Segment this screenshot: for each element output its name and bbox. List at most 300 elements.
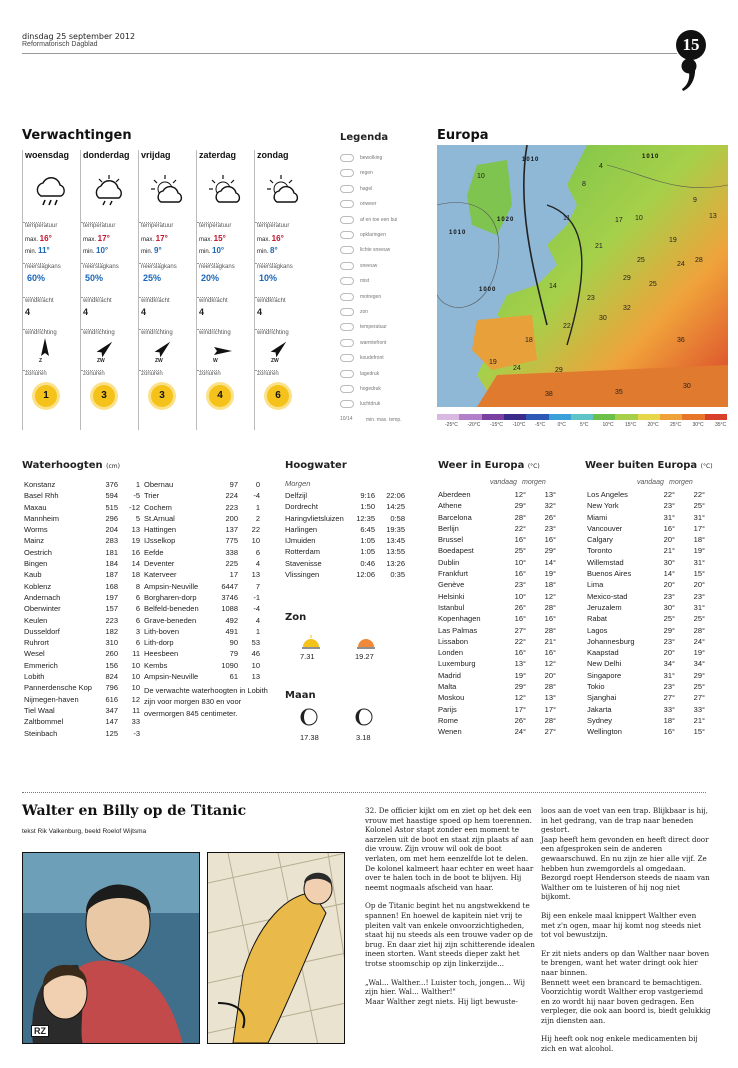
legend-item <box>340 152 382 164</box>
rain-chance-value: 50% <box>85 273 104 283</box>
max-temperature: max. 15° <box>199 234 226 243</box>
map-temperature: 19 <box>669 237 677 244</box>
legend-label: lichte sneeuw <box>360 247 391 254</box>
moonset-time: 3.18 <box>356 733 371 742</box>
row-value-2: 13:55 <box>386 547 405 557</box>
row-value-2: 11 <box>132 705 140 715</box>
row-value-1: 1:50 <box>360 502 375 512</box>
table-row <box>144 603 260 614</box>
comic-paragraph: 32. De officier kijkt om en ziet op het dek een vrouw met haastige spoed op hem toerennen. <box>365 806 532 825</box>
row-value-1: 61 <box>229 672 238 682</box>
temperature-label: temperatuur <box>257 223 290 229</box>
row-value-1: 17 <box>229 570 238 580</box>
row-name: Keulen <box>24 615 48 625</box>
map-temperature: 36 <box>677 337 685 344</box>
row-value-1: 20° <box>663 580 675 590</box>
min-temperature: min. 9° <box>141 246 162 255</box>
row-name: Wenen <box>438 727 462 737</box>
moonrise-time: 17.38 <box>300 733 319 742</box>
legend-symbol-icon <box>340 293 354 301</box>
row-value-2: 28° <box>544 625 556 635</box>
row-value-1: 1090 <box>221 660 238 670</box>
legend-item <box>340 306 368 318</box>
row-value-1: 29° <box>663 625 675 635</box>
weer-buiten-table <box>587 489 705 738</box>
row-name: Ampsin-Neuville <box>144 672 199 682</box>
legend-item <box>340 337 386 349</box>
scale-swatch <box>638 414 660 420</box>
row-name: Jeruzalem <box>587 602 622 612</box>
wind-force-label: windkracht <box>83 298 112 304</box>
row-value-1: 31° <box>663 670 675 680</box>
issue-date: dinsdag 25 september 2012 <box>22 32 136 41</box>
row-name: Emmerich <box>24 660 58 670</box>
map-temperature: 23 <box>587 295 595 302</box>
legend-label: opklaringen <box>360 232 386 238</box>
map-temperature: 14 <box>549 283 557 290</box>
legend-item <box>340 275 369 287</box>
table-row <box>144 558 260 569</box>
row-value-2: 19° <box>544 569 556 579</box>
row-value-1: 10° <box>514 591 526 601</box>
row-value-1: 25° <box>514 546 526 556</box>
wind-direction-arrow-icon <box>81 336 136 366</box>
scale-label: -15°C <box>490 422 503 428</box>
table-row <box>144 592 260 603</box>
row-value-1: 515 <box>105 502 118 512</box>
table-row <box>285 546 405 557</box>
scale-label: -25°C <box>445 422 458 428</box>
comic-text-column-2 <box>541 806 711 1063</box>
row-value-1: 338 <box>225 547 238 557</box>
rain-chance-label: neerslagkans <box>141 264 177 270</box>
table-row <box>438 647 556 658</box>
table-row <box>438 670 556 681</box>
comic-paragraph: Maar Walther zegt niets. Hij ligt bewuste- <box>365 996 518 1006</box>
table-row <box>144 626 260 637</box>
row-value-2: 13:45 <box>386 536 405 546</box>
row-name: Calgary <box>587 535 613 545</box>
row-value-1: 23° <box>514 580 526 590</box>
isobar-label: 1010 <box>522 157 540 163</box>
row-value-2: 12° <box>544 659 556 669</box>
waterhoogten-unit: (cm) <box>106 463 120 470</box>
row-value-1: 27° <box>514 625 526 635</box>
legend-item <box>340 183 372 195</box>
row-value-1: 796 <box>105 683 118 693</box>
row-name: Toronto <box>587 546 613 556</box>
legend-item <box>340 229 386 241</box>
table-row <box>587 489 705 500</box>
row-name: Kembs <box>144 660 168 670</box>
map-temperature: 10 <box>477 173 485 180</box>
row-value-1: 1:05 <box>360 547 375 557</box>
row-name: St.Arnual <box>144 513 175 523</box>
row-name: Buenos Aires <box>587 569 632 579</box>
row-value-2: 32° <box>544 501 556 511</box>
scale-swatch <box>459 414 481 420</box>
scale-label: 30°C <box>692 422 704 428</box>
row-value-1: 147 <box>105 717 118 727</box>
scale-label: 35°C <box>715 422 727 428</box>
legend-item <box>340 368 379 380</box>
row-value-1: 1088 <box>221 604 238 614</box>
comic-paragraph: Er zit niets anders op dan Walther naar boven te brengen, want het water dringt ook hier naar binnen. <box>541 948 710 977</box>
row-value-1: 347 <box>105 705 118 715</box>
max-temperature: max. 17° <box>141 234 168 243</box>
maan-title: Maan <box>285 690 316 701</box>
row-value-2: 19° <box>693 648 705 658</box>
legend-item <box>340 291 381 303</box>
scale-swatch <box>682 414 704 420</box>
table-row <box>587 602 705 613</box>
legend-symbol-icon <box>340 354 354 362</box>
row-name: Mainz <box>24 536 45 546</box>
wind-force-label: windkracht <box>25 298 54 304</box>
row-value-1: 97 <box>229 480 238 489</box>
row-name: Moskou <box>438 693 465 703</box>
row-value-1: 224 <box>225 491 238 501</box>
legend-label: hogedruk <box>360 386 381 392</box>
table-row <box>24 682 140 693</box>
row-value-1: 182 <box>105 626 118 636</box>
weer-europa-col1: vandaag <box>490 479 517 486</box>
wind-force-value: 4 <box>83 307 89 317</box>
scale-swatch <box>660 414 682 420</box>
row-value-2: 7 <box>255 581 260 591</box>
row-value-1: 16° <box>514 535 526 545</box>
table-row <box>24 479 140 490</box>
table-row <box>438 557 556 568</box>
comic-panel-1-art <box>23 853 200 1044</box>
row-value-2: 4 <box>255 559 260 569</box>
isobar-label: 1010 <box>449 230 467 236</box>
row-value-1: 16° <box>514 614 526 624</box>
row-value-2: 31° <box>693 602 705 612</box>
row-value-2: 25° <box>693 614 705 624</box>
table-row <box>285 558 405 569</box>
table-row <box>144 513 260 524</box>
row-value-2: 13:26 <box>386 558 405 568</box>
wind-force-value: 4 <box>25 307 31 317</box>
legend-symbol-icon <box>340 400 354 408</box>
legend-label: af en toe een bui <box>360 216 398 223</box>
comic-paragraph: Hij heeft ook nog enkele medicamenten bij zich en wat alcohol. <box>541 1034 698 1054</box>
row-name: Grave-beneden <box>144 615 197 625</box>
row-value-1: 26° <box>514 602 526 612</box>
row-name: Johannesburg <box>587 636 635 646</box>
row-value-2: 23° <box>544 523 556 533</box>
row-name: New Delhi <box>587 659 622 669</box>
row-value-1: 157 <box>105 604 118 614</box>
row-name: Koblenz <box>24 581 52 591</box>
row-value-1: 12:35 <box>356 513 375 523</box>
row-value-1: 10° <box>514 557 526 567</box>
row-name: Nijmegen-haven <box>24 694 79 704</box>
temperature-label: temperatuur <box>141 223 174 229</box>
rain-chance-value: 20% <box>201 273 220 283</box>
row-value-2: 34° <box>693 659 705 669</box>
row-name: Cochem <box>144 502 172 512</box>
table-row <box>144 535 260 546</box>
wind-direction-value: W <box>213 358 218 364</box>
table-row <box>24 626 140 637</box>
row-value-1: 16° <box>514 648 526 658</box>
row-value-1: 22° <box>514 636 526 646</box>
table-row <box>24 705 140 716</box>
wind-direction-arrow-icon <box>197 336 252 366</box>
sun-hours-badge: 4 <box>209 385 231 407</box>
row-name: Oestrich <box>24 547 52 557</box>
row-value-2: 26° <box>544 512 556 522</box>
max-temperature: max. 16° <box>257 234 284 243</box>
row-name: Athene <box>438 501 462 511</box>
row-value-2: 33 <box>131 717 140 727</box>
row-value-2: 16° <box>544 614 556 624</box>
row-value-1: 13° <box>514 659 526 669</box>
table-row <box>438 681 556 692</box>
row-name: Rotterdam <box>285 547 321 557</box>
map-temperature: 10 <box>635 215 643 222</box>
row-value-1: 19° <box>514 670 526 680</box>
row-name: New York <box>587 501 619 511</box>
row-value-2: 2 <box>255 513 260 523</box>
row-name: Deventer <box>144 559 175 569</box>
table-row <box>587 591 705 602</box>
map-temperature: 25 <box>649 281 657 288</box>
table-row <box>144 479 260 490</box>
weer-buiten-title-text: Weer buiten Europa <box>585 460 698 471</box>
row-value-1: 181 <box>105 547 118 557</box>
row-value-1: 24° <box>514 727 526 737</box>
row-value-2: 19 <box>131 536 140 546</box>
row-name: Sydney <box>587 715 613 725</box>
row-value-2: 15° <box>693 569 705 579</box>
comic-paragraph: Bennett weet een brancard te bemachtigen. Voorzichtig wordt Walther erop vastgeriemd en zo wordt hij naar boven gedragen. Een verpleger, die ook aan boord is, biedt gelukkig zijn diensten aan. <box>541 977 711 1025</box>
row-value-1: 23° <box>663 591 675 601</box>
comic-text-column-1 <box>365 806 535 1015</box>
moonset-icon <box>353 706 375 728</box>
row-value-1: 6447 <box>221 581 238 591</box>
table-row <box>587 500 705 511</box>
row-name: Pannerdensche Kop <box>24 683 92 693</box>
legend-item <box>340 244 390 256</box>
max-temperature: max. 16° <box>25 234 52 243</box>
temperature-label: temperatuur <box>83 223 116 229</box>
table-row <box>438 625 556 636</box>
legend-item <box>340 214 397 226</box>
table-row <box>24 671 140 682</box>
row-value-1: 30° <box>663 557 675 567</box>
forecast-day-name: woensdag <box>25 150 70 160</box>
table-row <box>587 658 705 669</box>
row-value-2: 18 <box>131 570 140 580</box>
row-name: Istanbul <box>438 602 465 612</box>
sun-cloud-icon <box>139 160 194 204</box>
comic-paragraph: loos aan de voet van een trap. Blijkbaar is hij, in het gedrang, van de trap naar beneden gestort. <box>541 806 708 835</box>
wind-direction-label: windrichting <box>141 330 173 336</box>
row-value-2: 28° <box>693 625 705 635</box>
row-name: Los Angeles <box>587 490 628 499</box>
row-name: Tokio <box>587 682 605 692</box>
table-row <box>24 547 140 558</box>
table-row <box>24 581 140 592</box>
legend-item <box>340 198 376 210</box>
scale-swatch <box>504 414 526 420</box>
comma-logo-icon <box>681 58 697 92</box>
wind-force-label: windkracht <box>199 298 228 304</box>
row-name: Hattingen <box>144 525 177 535</box>
row-name: Malta <box>438 682 457 692</box>
publication-name: Reformatorisch Dagblad <box>22 41 98 48</box>
row-value-2: 12 <box>131 694 140 704</box>
table-row <box>24 637 140 648</box>
row-value-2: 14:25 <box>386 502 405 512</box>
row-value-2: 13 <box>251 570 260 580</box>
legend-label: lagedruk <box>360 370 380 377</box>
legend-symbol-icon <box>340 246 354 254</box>
scale-label: 5°C <box>580 422 589 428</box>
rain-cloud-icon <box>23 160 78 204</box>
table-row <box>285 535 405 546</box>
legend-item <box>340 398 380 410</box>
scale-swatch <box>571 414 593 420</box>
table-row <box>587 512 705 523</box>
row-name: Ruhrort <box>24 638 50 648</box>
row-value-1: 28° <box>514 512 526 522</box>
legend-label: hagel <box>360 185 373 192</box>
sun-cloud-icon <box>255 160 310 204</box>
forecast-day-name: zaterdag <box>199 150 237 160</box>
weer-buiten-col1: vandaag <box>637 479 664 486</box>
row-value-2: 22° <box>693 490 705 499</box>
row-value-2: 6 <box>135 638 140 648</box>
comic-panel-1 <box>22 852 200 1044</box>
scale-swatch <box>593 414 615 420</box>
min-temperature: min. 10° <box>199 246 225 255</box>
table-row <box>438 726 556 737</box>
legend-label: sneeuw <box>360 262 378 269</box>
table-row <box>285 513 405 524</box>
row-value-1: 184 <box>105 559 118 569</box>
scale-label: -10°C <box>512 422 526 428</box>
row-value-1: 168 <box>105 581 118 591</box>
row-value-2: 16° <box>544 535 556 545</box>
row-name: Borgharen-dorp <box>144 592 197 602</box>
page-number: 15 <box>676 30 706 60</box>
legend-label: temperatuur <box>360 324 387 331</box>
scale-label: -20°C <box>467 422 481 428</box>
table-row <box>438 613 556 624</box>
table-row <box>587 523 705 534</box>
row-name: Konstanz <box>24 480 56 489</box>
row-value-1: 616 <box>105 694 118 704</box>
row-value-2: -3 <box>133 728 140 738</box>
row-name: IJmuiden <box>285 536 316 546</box>
table-row <box>24 524 140 535</box>
row-value-2: 19:35 <box>386 524 405 534</box>
row-name: Harlingen <box>285 524 318 534</box>
row-value-2: 53 <box>251 638 260 648</box>
row-value-2: 13 <box>131 525 140 535</box>
legend-label: mist <box>360 278 370 285</box>
row-name: Lith-boven <box>144 626 180 636</box>
row-name: Las Palmas <box>438 625 478 635</box>
row-name: Steinbach <box>24 728 58 738</box>
row-value-2: 22:06 <box>386 491 405 500</box>
weer-europa-col2: morgen <box>522 479 546 486</box>
row-value-1: 9:16 <box>360 491 375 500</box>
wind-force-value: 4 <box>257 307 263 317</box>
table-row <box>24 716 140 727</box>
row-value-2: 0 <box>255 480 260 489</box>
row-value-2: 29° <box>693 670 705 680</box>
map-temperature: 17 <box>615 217 623 224</box>
row-value-1: 492 <box>225 615 238 625</box>
table-row <box>438 658 556 669</box>
row-name: Frankfurt <box>438 569 469 579</box>
table-row <box>144 502 260 513</box>
legend-symbol-icon <box>340 277 354 285</box>
scale-label: 15°C <box>625 422 637 428</box>
legend-label: zon <box>360 309 369 315</box>
wind-direction-arrow-icon <box>255 336 310 366</box>
section-divider <box>22 792 706 793</box>
british-isles <box>467 160 515 235</box>
row-value-1: 26° <box>514 715 526 725</box>
map-temperature: 18 <box>525 337 533 344</box>
row-name: Vlissingen <box>285 570 320 580</box>
table-row <box>144 524 260 535</box>
row-value-1: 14° <box>663 569 675 579</box>
table-row <box>587 647 705 658</box>
map-temperature: 25 <box>637 257 645 264</box>
row-name: Tiel Waal <box>24 705 55 715</box>
row-value-2: 46 <box>251 649 260 659</box>
legend-symbol-icon <box>340 200 354 208</box>
legend-label: motregen <box>360 293 382 300</box>
row-value-2: 12° <box>544 591 556 601</box>
isobar-label: 1020 <box>497 217 515 223</box>
comic-paragraph: Op de Titanic begint het nu angstwekkend te spannen! En hoewel de kapitein niet vrij te pleiten valt van enkele onvoorzichtigheden, staat hij nu steeds als een trouwe vader op de brug. En daar ziet hij zijn schitterende idealen ineen storten. Want steeds dieper zakt het trotse stoomschip op zijn linkerzijde... <box>365 901 535 968</box>
table-row <box>438 715 556 726</box>
table-row <box>587 625 705 636</box>
row-name: Katerveer <box>144 570 177 580</box>
table-row <box>144 547 260 558</box>
row-value-2: 1 <box>255 626 260 636</box>
legend-symbol-icon <box>340 370 354 378</box>
weer-buiten-col2: morgen <box>669 479 693 486</box>
sun-hours-badge: 3 <box>151 385 173 407</box>
table-row <box>24 603 140 614</box>
row-value-2: 17° <box>693 523 705 533</box>
comic-paragraph: „Wal... Walther...! Luister toch, jongen... Wij zijn hier. Wal... Walther!" <box>365 977 526 997</box>
row-name: Vancouver <box>587 523 623 533</box>
table-row <box>587 692 705 703</box>
row-value-1: 23° <box>663 636 675 646</box>
row-value-1: 125 <box>105 728 118 738</box>
row-value-1: 16° <box>514 569 526 579</box>
table-row <box>587 557 705 568</box>
wind-direction-value: ZW <box>155 358 163 364</box>
wind-direction-label: windrichting <box>199 330 231 336</box>
rain-chance-label: neerslagkans <box>25 264 61 270</box>
wind-direction-value: ZW <box>271 358 279 364</box>
row-name: Trier <box>144 491 160 501</box>
row-value-2: 4 <box>255 615 260 625</box>
scale-label: 0°C <box>557 422 566 428</box>
waterhoogten-title-text: Waterhoogten <box>22 460 103 471</box>
